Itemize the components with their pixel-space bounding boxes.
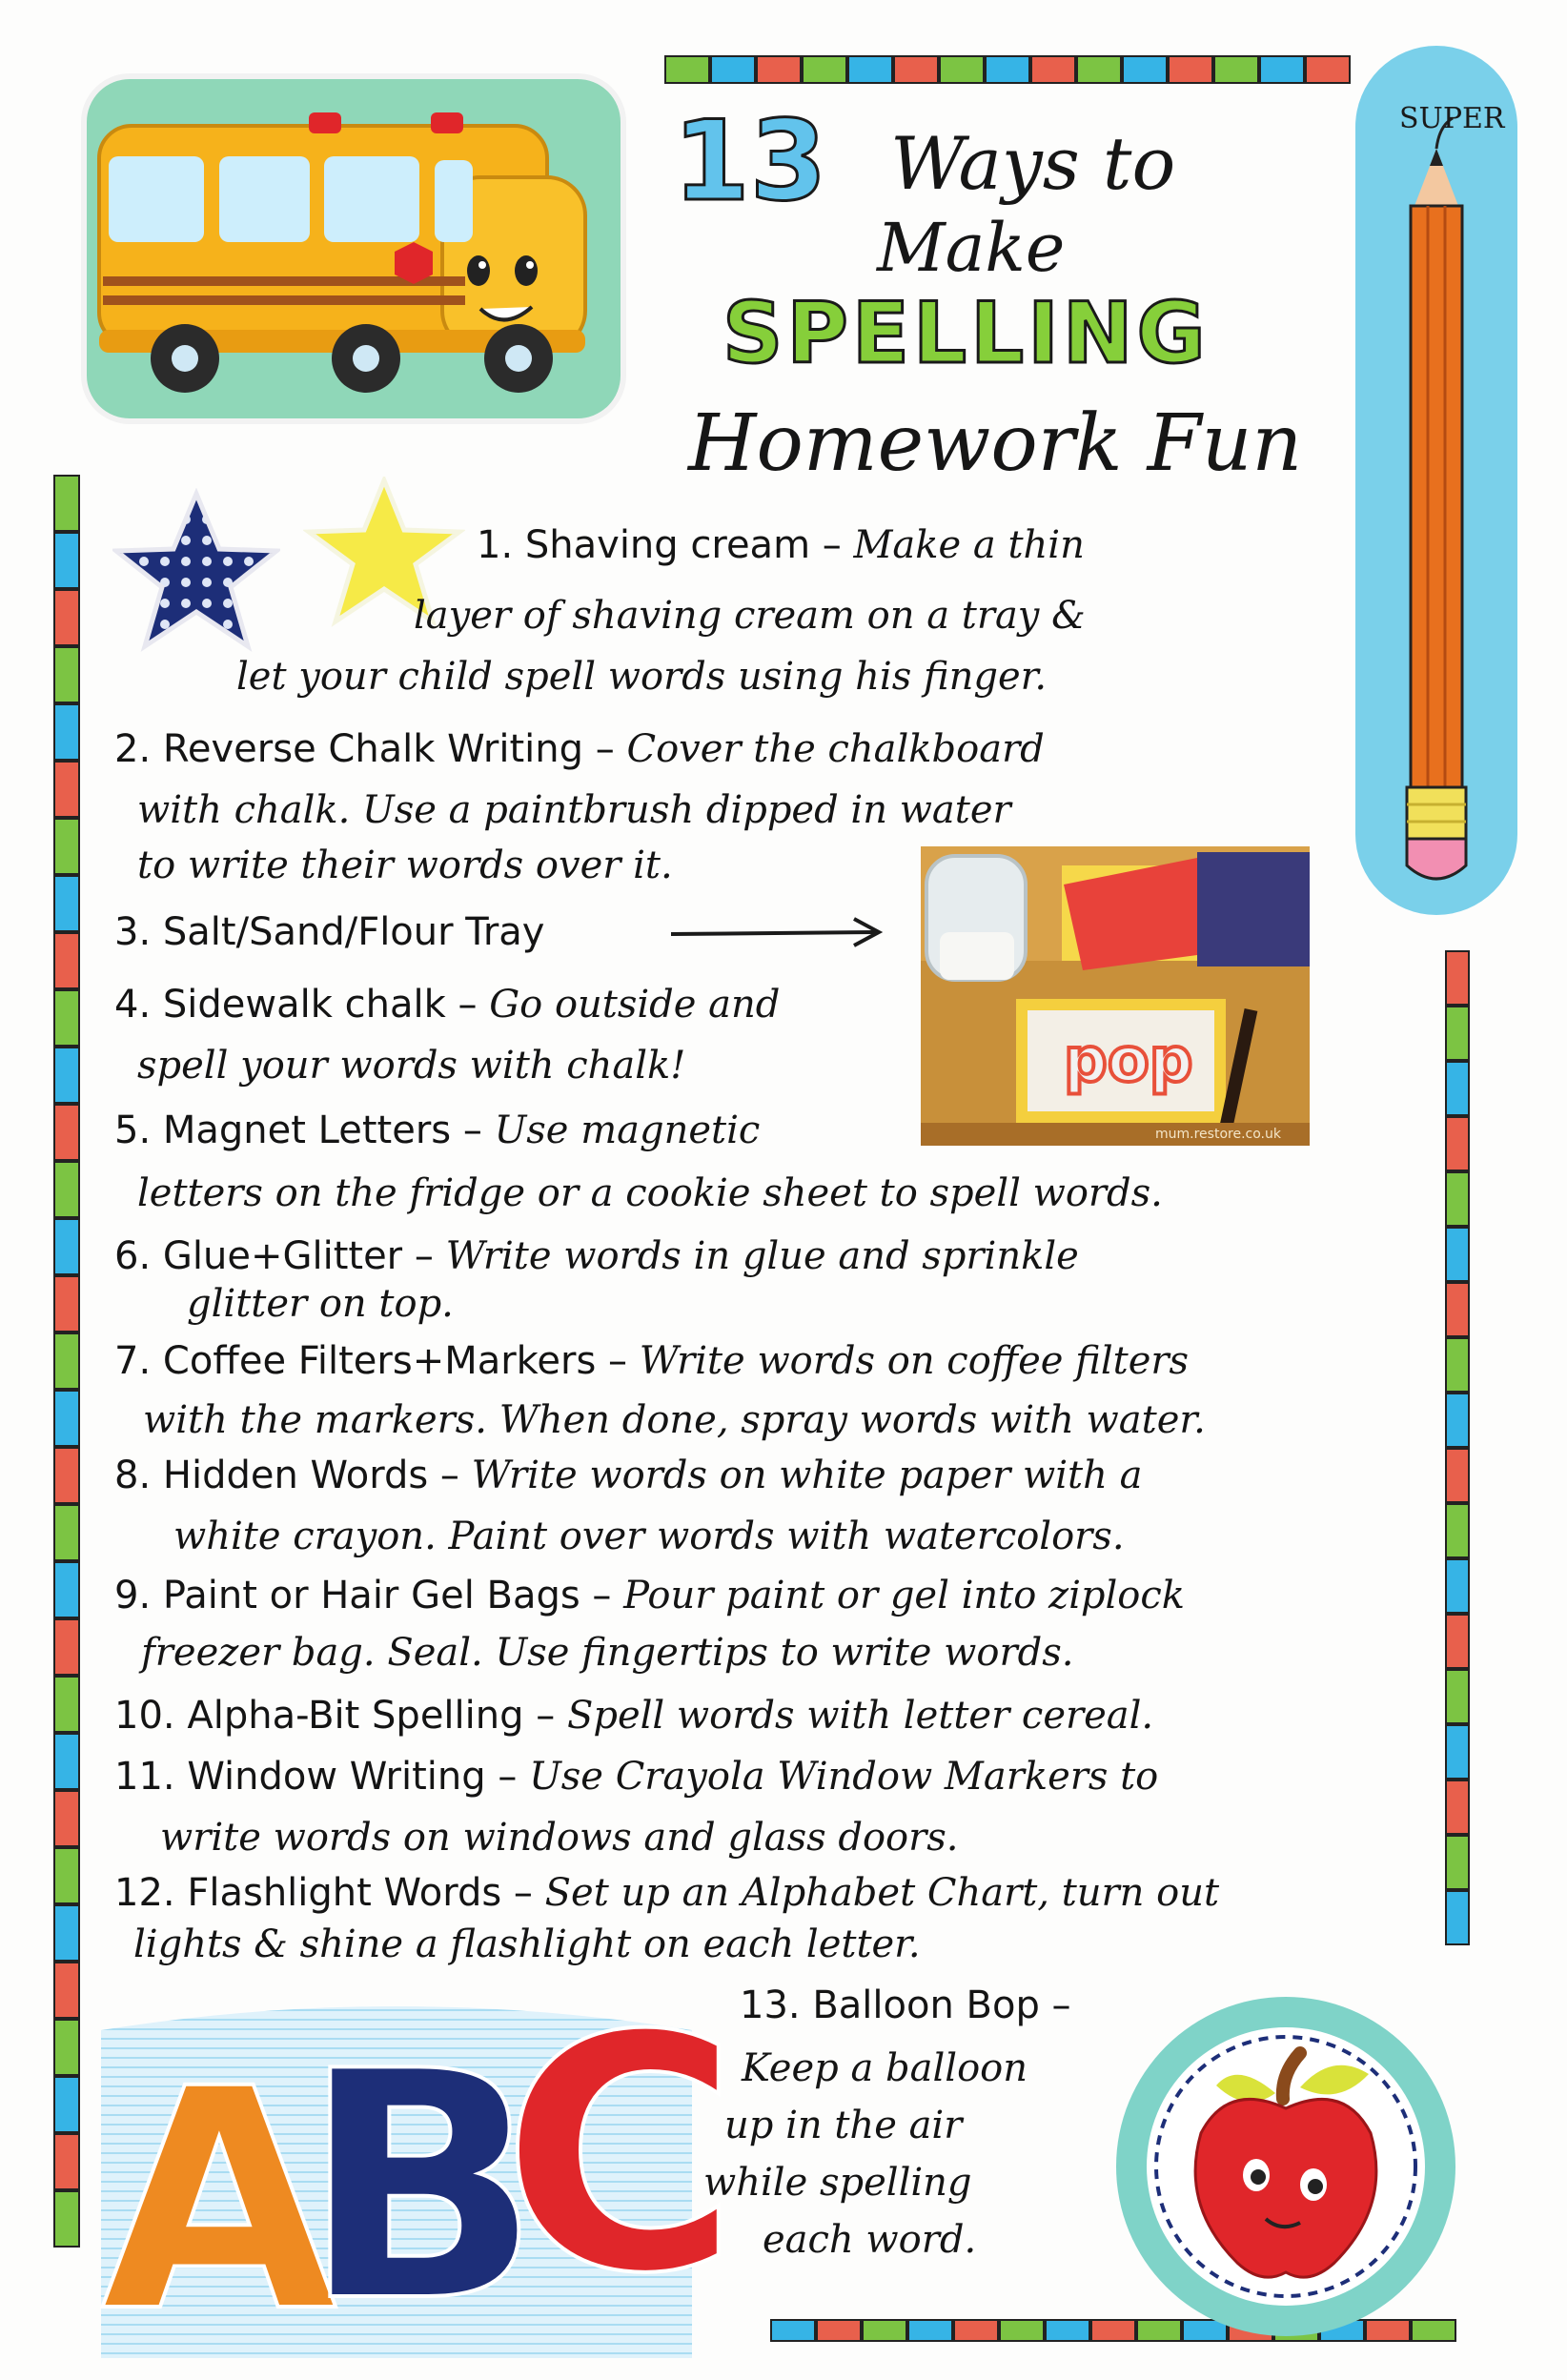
border-square — [893, 55, 939, 84]
abc-sticker — [92, 1967, 740, 2379]
border-square — [1259, 55, 1305, 84]
border-square — [53, 1904, 80, 1962]
item-text: up in the air — [724, 2104, 963, 2147]
item-text: Write words on white paper with a — [471, 1454, 1143, 1497]
item-text: with chalk. Use a paintbrush dipped in water — [137, 788, 1011, 832]
border-square — [1445, 1061, 1470, 1116]
border-square — [53, 1790, 80, 1847]
item-text: Pour paint or gel into ziplock — [623, 1574, 1186, 1617]
list-item: 7. Coffee Filters+Markers – Write words on coffee filters — [114, 1339, 1190, 1383]
border-square — [1445, 1393, 1470, 1448]
item-text: glitter on top. — [187, 1282, 454, 1326]
list-item: 13. Balloon Bop – — [740, 1983, 1071, 2027]
list-item: 9. Paint or Hair Gel Bags – Pour paint or gel into ziplock — [114, 1574, 1186, 1617]
item-number: 10. — [114, 1694, 175, 1738]
border-square — [1445, 1724, 1470, 1780]
title-line-3: SPELLING — [722, 284, 1210, 382]
list-item: 5. Magnet Letters – Use magnetic — [114, 1109, 761, 1152]
border-square — [53, 703, 80, 761]
item-text: with the markers. When done, spray words with water. — [143, 1398, 1206, 1442]
item-number: 12. — [114, 1871, 175, 1915]
border-square — [53, 1561, 80, 1618]
border-square — [1045, 2319, 1090, 2342]
item-text: lights & shine a flashlight on each letter. — [133, 1922, 921, 1966]
letter-c: C — [501, 1967, 740, 2345]
title-line-1: Ways to — [890, 121, 1176, 206]
item-number: 13. — [740, 1983, 801, 2027]
border-square — [847, 55, 893, 84]
item-text: Keep a balloon — [742, 2046, 1028, 2090]
item-text: let your child spell words using his finger. — [236, 655, 1048, 699]
border-square — [53, 1676, 80, 1733]
item-text: freezer bag. Seal. Use fingertips to write words. — [141, 1631, 1074, 1675]
border-square — [53, 589, 80, 646]
item-number: 7. — [114, 1339, 152, 1383]
border-square — [770, 2319, 816, 2342]
item-text: Cover the chalkboard — [626, 727, 1045, 771]
border-square — [710, 55, 756, 84]
navy-star-icon — [112, 488, 280, 656]
item-number: 11. — [114, 1755, 175, 1799]
item-text: white crayon. Paint over words with watercolors. — [173, 1515, 1125, 1558]
border-square — [1445, 1669, 1470, 1724]
border-square — [53, 818, 80, 875]
list-item: 12. Flashlight Words – Set up an Alphabet Chart, turn out — [114, 1871, 1220, 1915]
item-text: Write words on coffee filters — [639, 1339, 1190, 1383]
item-title: Alpha-Bit Spelling — [187, 1694, 524, 1738]
item-text: spell your words with chalk! — [137, 1044, 686, 1088]
border-square — [53, 761, 80, 818]
arrow-right-icon — [667, 913, 885, 951]
photo-watermark: mum.restore.co.uk — [1155, 1127, 1281, 1142]
border-square — [53, 1390, 80, 1447]
apple-sticker — [1113, 1994, 1458, 2339]
border-square — [1030, 55, 1076, 84]
border-square — [1168, 55, 1213, 84]
border-square — [53, 1504, 80, 1561]
item-number: 5. — [114, 1109, 152, 1152]
border-square — [53, 646, 80, 703]
item-number: 4. — [114, 983, 152, 1027]
border-square — [1445, 1890, 1470, 1945]
border-square — [1445, 1503, 1470, 1558]
letter-b: B — [301, 2004, 541, 2370]
top-border-strip — [664, 55, 1351, 84]
border-square — [1445, 950, 1470, 1006]
border-square — [664, 55, 710, 84]
item-number: 6. — [114, 1234, 152, 1278]
item-title: Reverse Chalk Writing — [162, 727, 584, 771]
border-square — [53, 1733, 80, 1790]
item-title: Balloon Bop — [812, 1983, 1040, 2027]
border-square — [53, 1047, 80, 1104]
border-square — [1305, 55, 1351, 84]
title-line-4: Homework Fun — [688, 398, 1303, 489]
border-square — [756, 55, 802, 84]
border-square — [1076, 55, 1122, 84]
item-text: write words on windows and glass doors. — [160, 1816, 959, 1860]
border-square — [1445, 1835, 1470, 1890]
border-square — [53, 475, 80, 532]
border-square — [939, 55, 985, 84]
border-square — [53, 989, 80, 1047]
border-square — [53, 2133, 80, 2190]
border-square — [53, 1618, 80, 1676]
item-title: Shaving cream — [524, 523, 811, 567]
left-border-strip — [53, 475, 80, 2248]
border-square — [953, 2319, 999, 2342]
list-item: 1. Shaving cream – Make a thin — [477, 523, 1085, 567]
item-title: Sidewalk chalk — [162, 983, 446, 1027]
list-item — [114, 909, 544, 955]
photo-tray-word: pop — [1064, 1026, 1193, 1096]
border-square — [53, 1447, 80, 1504]
list-item: 2. Reverse Chalk Writing – Cover the chalkboard — [114, 727, 1045, 771]
item-title: Magnet Letters — [162, 1109, 452, 1152]
item-text: Make a thin — [853, 523, 1085, 567]
item-number: 2. — [114, 727, 152, 771]
border-square — [53, 1962, 80, 2019]
border-square — [53, 532, 80, 589]
border-square — [53, 2190, 80, 2248]
border-square — [907, 2319, 953, 2342]
border-square — [53, 875, 80, 932]
pencil-sticker — [1352, 42, 1521, 919]
item-text: while spelling — [703, 2161, 972, 2205]
border-square — [862, 2319, 907, 2342]
border-square — [53, 932, 80, 989]
item-number: 1. — [477, 523, 514, 567]
pencil-label: SUPER — [1399, 102, 1505, 135]
border-square — [1445, 1614, 1470, 1669]
item-number: 8. — [114, 1454, 152, 1497]
item-text: Go outside and — [489, 983, 781, 1027]
list-item: 4. Sidewalk chalk – Go outside and — [114, 983, 781, 1027]
letter-a: A — [101, 2024, 337, 2379]
list-item: 11. Window Writing – Use Crayola Window Markers to — [114, 1755, 1159, 1799]
border-square — [53, 1847, 80, 1904]
item-number: 3. — [114, 910, 152, 954]
border-square — [1445, 1227, 1470, 1282]
border-square — [1445, 1558, 1470, 1614]
list-item: 6. Glue+Glitter – Write words in glue and sprinkle — [114, 1234, 1079, 1278]
school-bus-sticker — [80, 72, 627, 425]
title-line-2: Make — [877, 209, 1066, 287]
border-square — [1122, 55, 1168, 84]
item-text: Spell words with letter cereal. — [566, 1694, 1154, 1738]
item-text: Use Crayola Window Markers to — [529, 1755, 1159, 1799]
item-title: Paint or Hair Gel Bags — [162, 1574, 580, 1617]
border-square — [1445, 1282, 1470, 1337]
right-border-strip — [1445, 950, 1470, 1945]
border-square — [53, 1332, 80, 1390]
border-square — [1445, 1448, 1470, 1503]
list-item: 8. Hidden Words – Write words on white paper with a — [114, 1454, 1143, 1497]
item-text: each word. — [763, 2218, 977, 2262]
border-square — [1213, 55, 1259, 84]
item-text: Set up an Alphabet Chart, turn out — [544, 1871, 1220, 1915]
border-square — [816, 2319, 862, 2342]
border-square — [53, 2076, 80, 2133]
border-square — [53, 1104, 80, 1161]
border-square — [53, 1161, 80, 1218]
border-square — [53, 1218, 80, 1275]
salt-tray-photo — [921, 846, 1310, 1146]
border-square — [802, 55, 847, 84]
item-title: Hidden Words — [162, 1454, 429, 1497]
item-text: Use magnetic — [494, 1109, 761, 1152]
border-square — [1445, 1780, 1470, 1835]
border-square — [999, 2319, 1045, 2342]
item-text: letters on the fridge or a cookie sheet to spell words. — [137, 1171, 1163, 1215]
item-number: 9. — [114, 1574, 152, 1617]
item-text: Write words in glue and sprinkle — [445, 1234, 1079, 1278]
item-text: layer of shaving cream on a tray & — [414, 594, 1086, 638]
item-title: Window Writing — [187, 1755, 486, 1799]
border-square — [53, 1275, 80, 1332]
border-square — [1445, 1116, 1470, 1171]
border-square — [1445, 1337, 1470, 1393]
item-text: to write their words over it. — [137, 844, 673, 887]
border-square — [53, 2019, 80, 2076]
border-square — [1445, 1171, 1470, 1227]
border-square — [985, 55, 1030, 84]
list-item: 10. Alpha-Bit Spelling – Spell words with letter cereal. — [114, 1694, 1154, 1738]
item-title: Glue+Glitter — [162, 1234, 403, 1278]
item-title: Flashlight Words — [187, 1871, 502, 1915]
item-title: Coffee Filters+Markers — [162, 1339, 597, 1383]
item-title: Salt/Sand/Flour Tray — [162, 910, 545, 954]
border-square — [1445, 1006, 1470, 1061]
title-number: 13 — [673, 97, 827, 226]
